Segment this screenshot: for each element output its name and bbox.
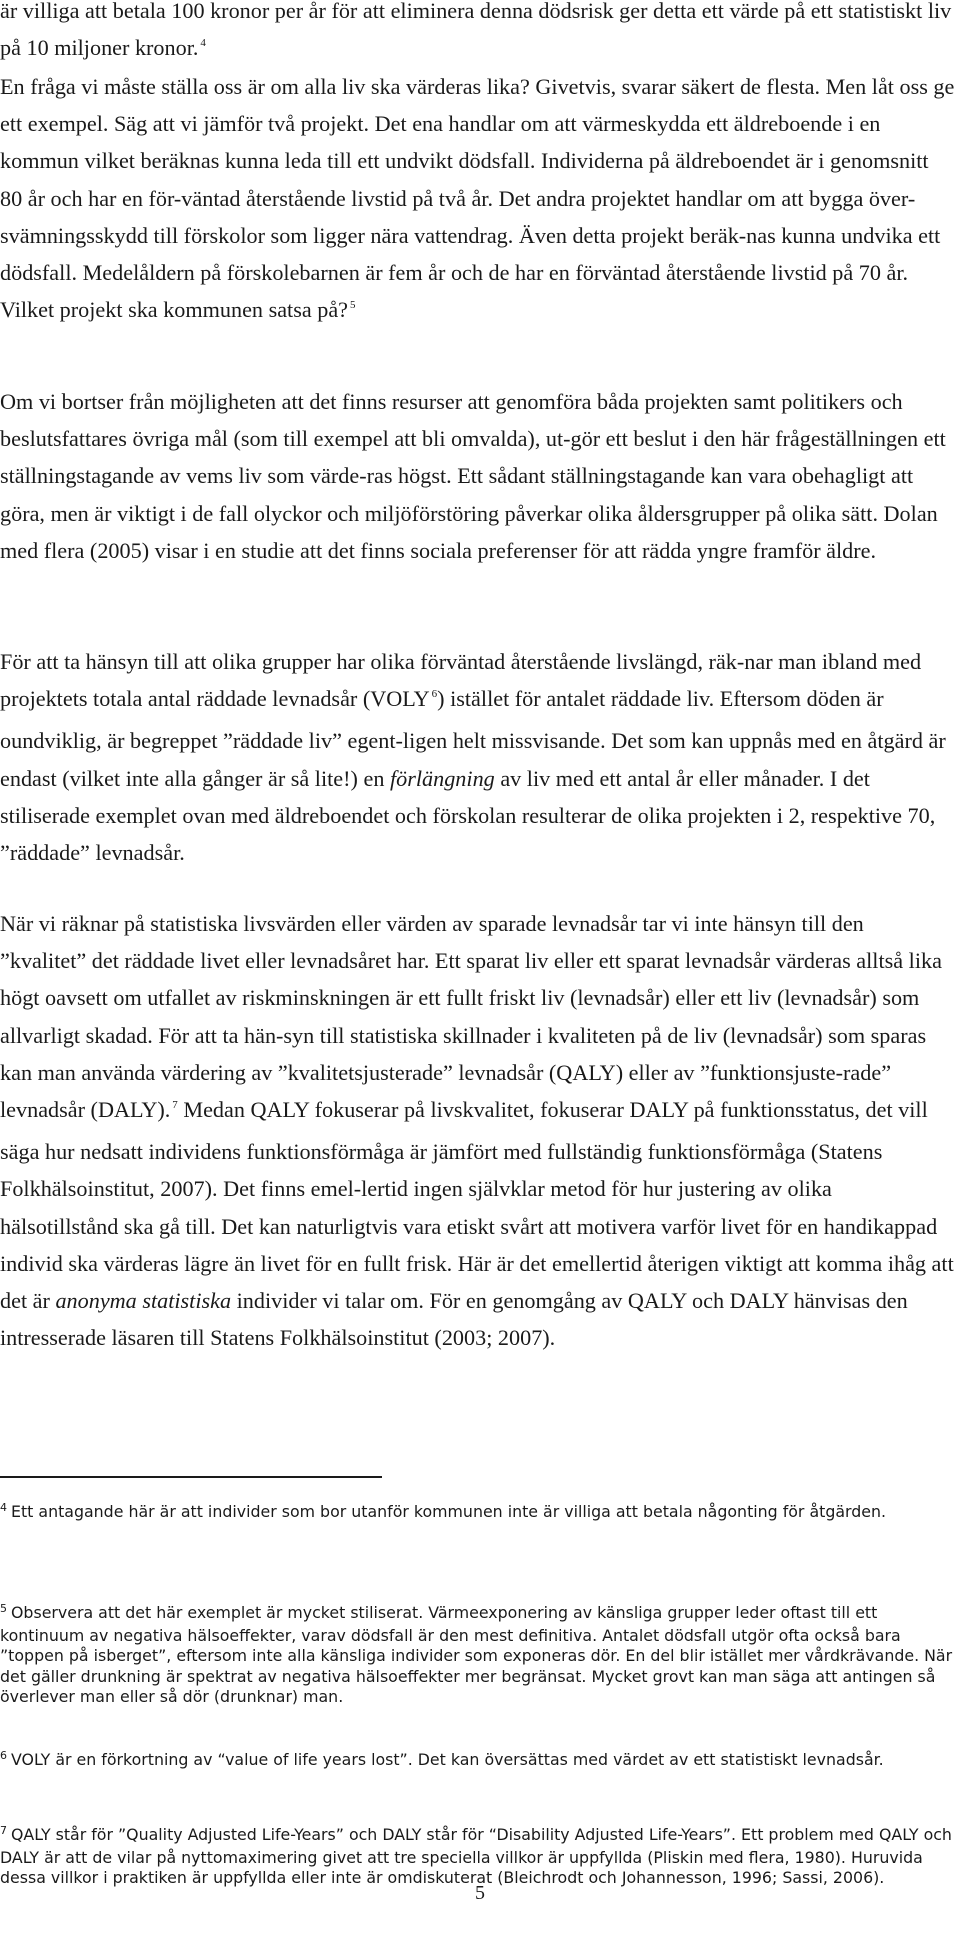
paragraph-5-text-a: När vi räknar på statistiska livsvärden eller värden av sparade levnadsår tar vi inte hänsyn till den ”kvalitet” det räddade livet eller levnadsåret har. Ett sparat liv eller ett sparat levnadsår värderas alltså lika högt oavsett om utfallet av riskminskningen är ett fullt friskt liv (levnadsår) eller ett liv (levnadsår) som allvarligt skadad. För att ta hän-syn till statistiska skillnader i kvaliteten på de liv (levnadsår) som sparas kan man använda värdering av ”kvalitetsjusterade” levnadsår (QALY) eller av ”funktionsjuste-rade” levnadsår (DALY). xyxy=(0,911,942,1123)
footnote-5 xyxy=(0,1603,955,1708)
paragraph-1-text: är villiga att betala 100 kronor per år för att eliminera denna dödsrisk ger detta ett värde på ett statistiskt liv på 10 miljoner kronor. xyxy=(0,0,952,61)
footnote-number: 7 xyxy=(0,1824,7,1837)
footnote-ref-6: 6 xyxy=(431,688,438,701)
footnote-number: 6 xyxy=(0,1749,7,1762)
paragraph-3 xyxy=(0,383,955,569)
paragraph-2-text: En fråga vi måste ställa oss är om alla liv ska värderas lika? Givetvis, svarar säkert de flesta. Men låt oss ge ett exempel. Säg att vi jämför två projekt. Det ena handlar om att värmeskydda ett äldreboende i en kommun vilket beräknas kunna leda till ett undvikt dödsfall. Individerna på äldreboendet är i genomsnitt 80 år och har en för-väntad återstående livstid på två år. Det andra projektet handlar om att bygga över-svämningsskydd till förskolor som ligger nära vattendrag. Även detta projekt beräk-nas kunna undvika ett dödsfall. Medelåldern på förskolebarnen är fem år och de har en förväntad återstående livstid på 70 år. Vilket projekt ska kommunen satsa på? xyxy=(0,74,955,323)
footnote-text: QALY står för ”Quality Adjusted Life-Years” och DALY står för “Disability Adjusted Life-Years”. Ett problem med QALY och DALY är att de vilar på nyttomaximering givet att tre speciella villkor är uppfyllda (Pliskin med flera, 1980). Huruvida dessa villkor i praktiken är uppfyllda eller inte är omdiskuterat (Bleichrodt och Johannesson, 1996; Sassi, 2006). xyxy=(0,1825,952,1888)
footnote-divider xyxy=(0,1476,382,1478)
footnote-text: Ett antagande här är att individer som bor utanför kommunen inte är villiga att betala någonting för åtgärden. xyxy=(11,1502,887,1521)
footnote-6 xyxy=(0,1750,955,1773)
paragraph-4-text-b: ) istället för antalet räddade liv. Eftersom döden är oundviklig, är begreppet ”räddade liv” egent-ligen helt missvisande. Det som kan uppnås med en åtgärd är endast (vilket inte alla gånger är så lite!) en xyxy=(0,686,946,791)
footnote-ref-4: 4 xyxy=(200,37,206,50)
footnote-ref-5: 5 xyxy=(350,299,356,312)
footnote-text: VOLY är en förkortning av “value of life years lost”. Det kan översättas med värdet av ett statistiskt levnadsår. xyxy=(11,1750,884,1769)
footnote-number: 5 xyxy=(0,1602,7,1615)
paragraph-4 xyxy=(0,643,955,871)
footnote-number: 4 xyxy=(0,1501,7,1514)
paragraph-2 xyxy=(0,68,955,333)
paragraph-5 xyxy=(0,905,955,1356)
paragraph-4-text-c: av liv med ett antal år eller månader. I det stiliserade exemplet ovan med äldreboendet och förskolan resulterar de olika projekten i 2, respektive 70, ”räddade” levnadsår. xyxy=(0,765,936,866)
paragraph-3-text: Om vi bortser från möjligheten att det finns resurser att genomföra båda projekten samt politikers och beslutsfattares övriga mål (som till exempel att bli omvalda), ut-gör ett beslut i den här frågeställningen ett ställningstagande av vems liv som värde-ras högst. Ett sådant ställningstagande kan vara obehagligt att göra, men är viktigt i de fall olyckor och miljöförstöring påverkar olika åldersgrupper på olika sätt. Dolan med flera (2005) visar i en studie att det finns sociala preferenser för att rädda yngre framför äldre. xyxy=(0,389,946,563)
paragraph-4-text-a: För att ta hänsyn till att olika grupper har olika förväntad återstående livslängd, räk-nar man ibland med projektets totala antal räddade levnadsår (VOLY xyxy=(0,649,922,712)
footnote-4 xyxy=(0,1502,955,1525)
paragraph-5-text-b: Medan QALY fokuserar på livskvalitet, fokuserar DALY på funktionsstatus, det vill säga hur nedsatt individens funktionsförmåga är jämfört med fullständig funktionsförmåga (Statens Folkhälsoinstitut, 2007). Det finns emel-lertid ingen självklar metod för hur justering av olika hälsotillstånd ska gå till. Det kan naturligtvis vara etiskt svårt att motivera varför livet för en handikappad individ ska värderas lägre än livet för en fullt frisk. Här är det emellertid återigen viktigt att komma ihåg att det är xyxy=(0,1097,954,1314)
footnote-text: Observera att det här exemplet är mycket stiliserat. Värmeexponering av känsliga grupper leder oftast till ett kontinuum av negativa hälsoeffekter, varav dödsfall är den mest definitiva. Antalet dödsfall utgör ofta också bara ”toppen på isberget”, eftersom inte alla känsliga individer som exponeras dör. En del blir istället mer vårdkrävande. När det gäller drunkning är spektrat av negativa hälsoeffekter mer begränsat. Mycket grovt kan man säga att antingen så överlever man eller så dör (drunknar) man. xyxy=(0,1603,953,1707)
page-number: 5 xyxy=(475,1882,485,1904)
paragraph-5-italic: anonyma statistiska xyxy=(55,1288,232,1314)
footnote-ref-7: 7 xyxy=(172,1099,178,1112)
paragraph-1 xyxy=(0,0,955,71)
footnote-7 xyxy=(0,1825,955,1889)
paragraph-4-italic: förlängning xyxy=(389,765,495,791)
paragraph-5-text-c: individer vi talar om. För en genomgång av QALY och DALY hänvisas den intresserade läsaren till Statens Folkhälsoinstitut (2003; 2007). xyxy=(0,1288,908,1351)
